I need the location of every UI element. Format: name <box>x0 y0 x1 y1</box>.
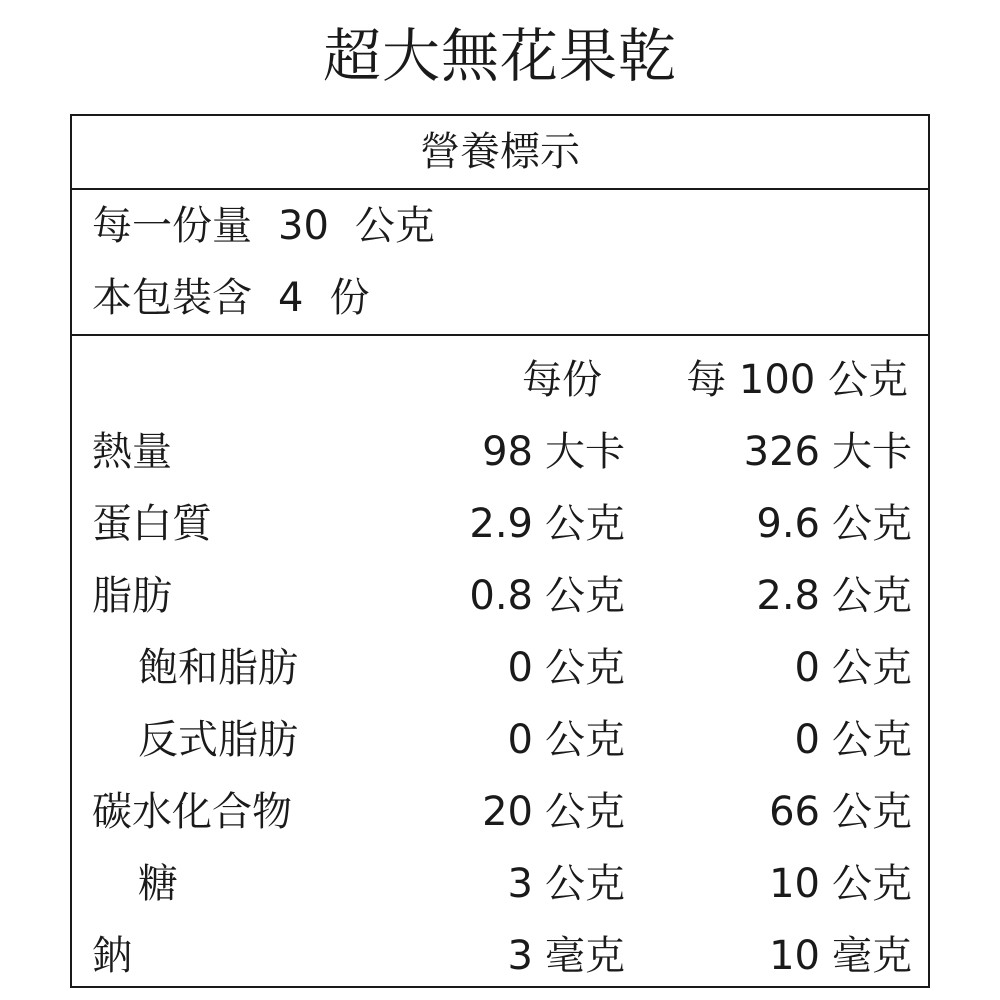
amount-per-serving-unit: 公克 <box>545 645 625 691</box>
amount-per-serving-value: 3 <box>507 861 533 907</box>
nutrient-name: 碳水化合物 <box>92 789 292 835</box>
amount-per-serving-value: 2.9 <box>469 501 533 547</box>
amount-per-serving-unit: 大卡 <box>545 429 625 475</box>
amount-per-serving <box>372 848 625 920</box>
amount-per-100g <box>632 488 912 560</box>
servings-per-package-line <box>92 262 369 334</box>
serving-size-label: 每一份量 <box>92 203 252 249</box>
amount-per-serving-value: 0 <box>507 645 533 691</box>
product-title: 超大無花果乾 <box>322 22 677 90</box>
amount-per-serving-value: 3 <box>507 933 533 979</box>
nutrient-row <box>72 920 928 992</box>
column-header-per-100g: 每 100 公克 <box>686 357 908 403</box>
amount-per-serving <box>372 776 625 848</box>
amount-per-100g-unit: 毫克 <box>832 933 912 979</box>
amount-per-100g-unit: 大卡 <box>832 429 912 475</box>
serving-size-value: 30 <box>278 203 329 249</box>
amount-per-100g-unit: 公克 <box>832 501 912 547</box>
amount-per-100g-value: 66 <box>769 789 820 835</box>
amount-per-serving-unit: 公克 <box>545 573 625 619</box>
nutrient-name: 飽和脂肪 <box>138 645 298 691</box>
nutrient-row <box>72 560 928 632</box>
nutrient-name: 鈉 <box>92 933 132 979</box>
serving-info <box>72 190 928 336</box>
nutrient-row <box>72 776 928 848</box>
amount-per-serving <box>372 704 625 776</box>
nutrient-row <box>72 704 928 776</box>
nutrient-name: 脂肪 <box>92 573 172 619</box>
amount-per-100g-unit: 公克 <box>832 861 912 907</box>
amount-per-100g-value: 9.6 <box>756 501 820 547</box>
nutrient-row <box>72 416 928 488</box>
serving-size-unit: 公克 <box>354 203 435 249</box>
nutrient-name: 糖 <box>138 861 178 907</box>
servings-per-package-value: 4 <box>278 275 304 321</box>
amount-per-100g-value: 2.8 <box>756 573 820 619</box>
amount-per-100g <box>632 776 912 848</box>
amount-per-serving <box>372 920 625 992</box>
amount-per-serving-unit: 毫克 <box>545 933 625 979</box>
amount-per-serving-value: 0.8 <box>469 573 533 619</box>
nutrient-row <box>72 632 928 704</box>
amount-per-100g <box>632 704 912 776</box>
amount-per-100g <box>632 416 912 488</box>
nutrient-row <box>72 848 928 920</box>
amount-per-100g <box>632 848 912 920</box>
nutrition-label-heading: 營養標示 <box>72 116 928 190</box>
nutrient-name: 反式脂肪 <box>138 717 298 763</box>
nutrition-label-panel <box>70 114 930 988</box>
amount-per-100g-value: 326 <box>743 429 820 475</box>
column-header-per-serving: 每份 <box>522 357 602 403</box>
amount-per-100g <box>632 632 912 704</box>
amount-per-100g <box>632 920 912 992</box>
amount-per-serving-unit: 公克 <box>545 717 625 763</box>
nutrient-name: 蛋白質 <box>92 501 212 547</box>
amount-per-100g-unit: 公克 <box>832 645 912 691</box>
amount-per-100g-value: 10 <box>769 933 820 979</box>
amount-per-100g-value: 10 <box>769 861 820 907</box>
amount-per-100g-value: 0 <box>794 717 820 763</box>
amount-per-serving-value: 20 <box>482 789 533 835</box>
amount-per-100g-unit: 公克 <box>832 573 912 619</box>
amount-per-serving <box>372 416 625 488</box>
servings-per-package-unit: 份 <box>329 275 370 321</box>
amount-per-serving-unit: 公克 <box>545 501 625 547</box>
amount-per-serving-value: 0 <box>507 717 533 763</box>
servings-per-package-label: 本包裝含 <box>92 275 252 321</box>
amount-per-100g <box>632 560 912 632</box>
amount-per-serving-unit: 公克 <box>545 861 625 907</box>
amount-per-serving <box>372 560 625 632</box>
amount-per-serving <box>372 488 625 560</box>
amount-per-serving-unit: 公克 <box>545 789 625 835</box>
serving-size-line <box>92 190 435 262</box>
amount-per-100g-unit: 公克 <box>832 717 912 763</box>
nutrient-row <box>72 488 928 560</box>
amount-per-100g-unit: 公克 <box>832 789 912 835</box>
nutrient-name: 熱量 <box>92 429 172 475</box>
amount-per-100g-value: 0 <box>794 645 820 691</box>
amount-per-serving-value: 98 <box>482 429 533 475</box>
amount-per-serving <box>372 632 625 704</box>
